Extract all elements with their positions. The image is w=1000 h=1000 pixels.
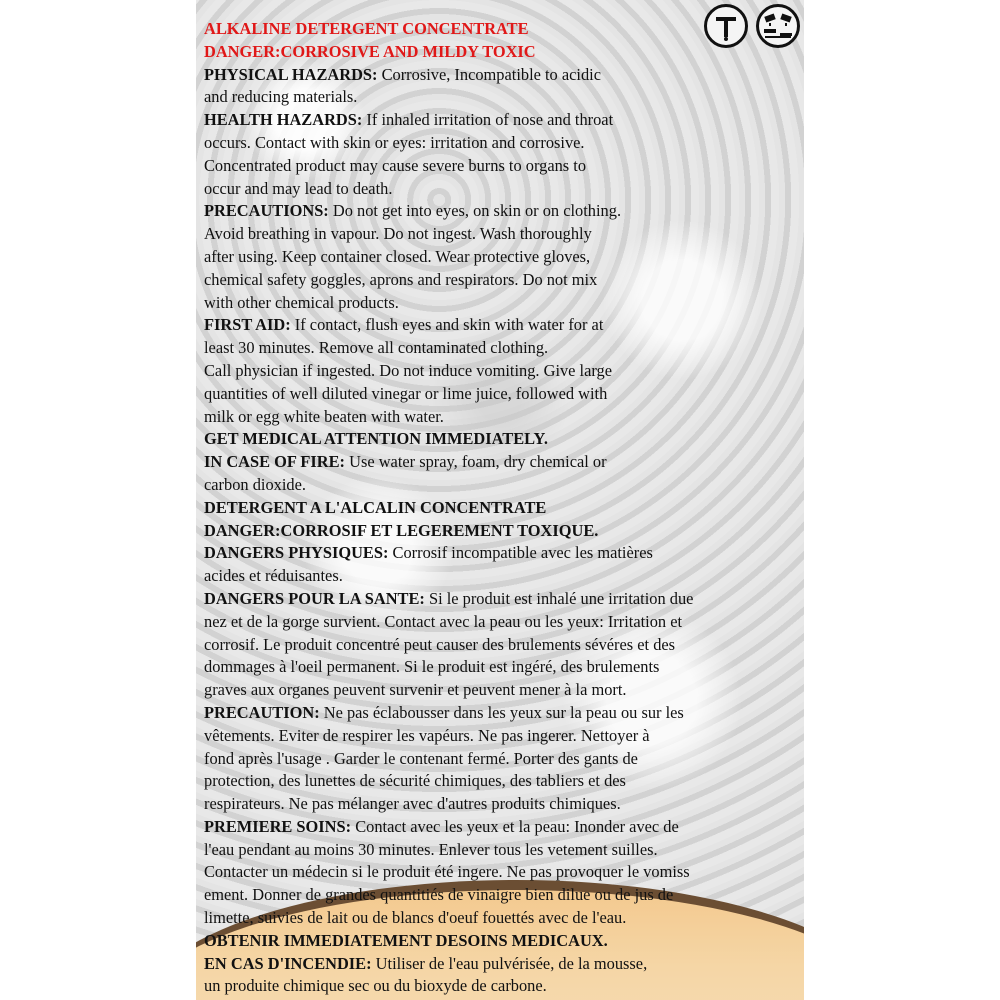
french-title: DETERGENT A L'ALCALIN CONCENTRATE (204, 497, 547, 517)
first-aid-line: milk or egg white beaten with water. (204, 406, 444, 426)
label-text (204, 18, 796, 998)
premiere-soins-text: Contact avec les yeux et la peau: Inonder avec de (351, 816, 679, 836)
precaution-fr-line: protection, des lunettes de sécurité chimiques, des tabliers et des (204, 771, 626, 791)
first-aid-line: Call physician if ingested. Do not induce vomiting. Give large (204, 360, 613, 380)
health-hazards-line: occur and may lead to death. (204, 178, 393, 198)
premiere-soins (204, 816, 796, 839)
precautions-heading: PRECAUTIONS: (204, 201, 329, 221)
first-aid-heading: FIRST AID: (204, 315, 291, 335)
dangers-physiques-heading: DANGERS PHYSIQUES: (204, 543, 389, 563)
dangers-sante-line: corrosif. Le produit concentré peut causer des brulements sévéres et des (204, 634, 676, 654)
physical-hazards-line: and reducing materials. (204, 87, 358, 107)
french-danger: DANGER:CORROSIF ET LEGEREMENT TOXIQUE. (204, 520, 599, 540)
english-title: ALKALINE DETERGENT CONCENTRATE (204, 19, 529, 38)
medical-attention: GET MEDICAL ATTENTION IMMEDIATELY. (204, 429, 548, 449)
precautions-text: Do not get into eyes, on skin or on clothing. (328, 201, 622, 221)
dangers-physiques-text: Corrosif incompatible avec les matières (388, 543, 653, 563)
precaution-fr-heading: PRECAUTION: (204, 702, 320, 722)
premiere-soins-line: limette, suivies de lait ou de blancs d'oeuf fouettés avec de l'eau. (204, 908, 627, 928)
physical-hazards (204, 64, 796, 87)
dangers-sante-text: Si le produit est inhalé une irritation due (424, 588, 694, 608)
premiere-soins-line: Contacter un médecin si le produit été ingere. Ne pas provoquer le vomiss (204, 862, 690, 882)
first-aid-text: If contact, flush eyes and skin with water for at (290, 315, 604, 335)
first-aid-line: quantities of well diluted vinegar or lime juice, followed with (204, 383, 608, 403)
physical-hazards-heading: PHYSICAL HAZARDS: (204, 64, 378, 84)
dangers-sante (204, 588, 796, 611)
english-danger: DANGER:CORROSIVE AND MILDY TOXIC (204, 41, 536, 61)
precautions-line: after using. Keep container closed. Wear protective gloves, (204, 246, 591, 266)
dangers-physiques-line: acides et réduisantes. (204, 566, 343, 586)
precaution-fr-line: vêtements. Eviter de respirer les vapéurs. Ne pas ingerer. Nettoyer à (204, 725, 650, 745)
health-hazards (204, 109, 796, 132)
precaution-fr-line: respirateurs. Ne pas mélanger avec d'autres produits chimiques. (204, 794, 621, 814)
product-label (196, 0, 804, 1000)
fire-line: carbon dioxide. (204, 474, 306, 494)
incendie-line: un produite chimique sec ou du bioxyde de carbone. (204, 976, 547, 996)
dangers-sante-line: dommages à l'oeil permanent. Si le produit est ingéré, des brulements (204, 657, 660, 677)
first-aid-line: least 30 minutes. Remove all contaminated clothing. (204, 338, 549, 358)
fire (204, 451, 796, 474)
precaution-fr-text: Ne pas éclabousser dans les yeux sur la peau ou sur les (319, 702, 684, 722)
incendie-heading: EN CAS D'INCENDIE: (204, 953, 372, 973)
incendie (204, 953, 796, 976)
premiere-soins-heading: PREMIERE SOINS: (204, 816, 352, 836)
fire-text: Use water spray, foam, dry chemical or (345, 452, 607, 472)
precautions-line: with other chemical products. (204, 292, 399, 312)
dangers-sante-line: graves aux organes peuvent survenir et peuvent mener à la mort. (204, 680, 627, 700)
health-hazards-heading: HEALTH HAZARDS: (204, 110, 363, 130)
dangers-sante-heading: DANGERS POUR LA SANTE: (204, 588, 425, 608)
physical-hazards-text: Corrosive, Incompatible to acidic (377, 64, 601, 84)
dangers-sante-line: nez et de la gorge survient. Contact avec la peau ou les yeux: Irritation et (204, 611, 683, 631)
incendie-text: Utiliser de l'eau pulvérisée, de la mousse, (371, 953, 648, 973)
premiere-soins-line: ement. Donner de grandes quantitiés de vinaigre bien dilue ou de jus de (204, 885, 674, 905)
precautions (204, 200, 796, 223)
obtenir-soins: OBTENIR IMMEDIATEMENT DESOINS MEDICAUX. (204, 930, 608, 950)
precautions-line: Avoid breathing in vapour. Do not ingest. Wash thoroughly (204, 224, 592, 244)
health-hazards-text: If inhaled irritation of nose and throat (362, 110, 614, 130)
fire-heading: IN CASE OF FIRE: (204, 452, 346, 472)
first-aid (204, 314, 796, 337)
dangers-physiques (204, 542, 796, 565)
precaution-fr-line: fond après l'usage . Garder le contenant fermé. Porter des gants de (204, 748, 638, 768)
precaution-fr (204, 702, 796, 725)
health-hazards-line: occurs. Contact with skin or eyes: irritation and corrosive. (204, 132, 585, 152)
health-hazards-line: Concentrated product may cause severe burns to organs to (204, 155, 587, 175)
precautions-line: chemical safety goggles, aprons and respirators. Do not mix (204, 269, 598, 289)
premiere-soins-line: l'eau pendant au moins 30 minutes. Enlever tous les vetement suilles. (204, 839, 658, 859)
